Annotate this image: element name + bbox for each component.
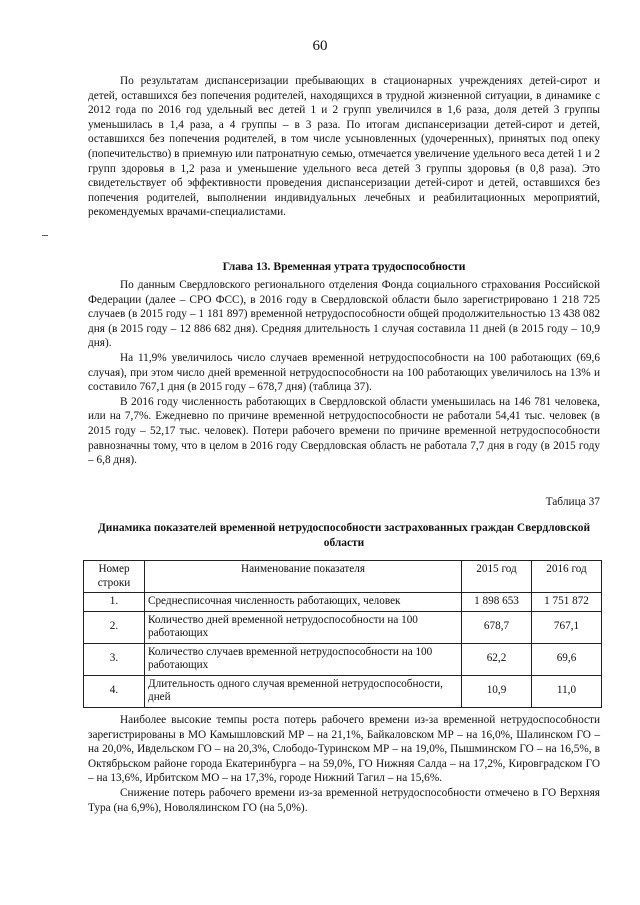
table-label: Таблица 37 bbox=[545, 496, 600, 508]
table-row bbox=[84, 675, 602, 707]
value-2016: 1 751 872 bbox=[532, 593, 602, 612]
header-2015: 2015 год bbox=[462, 561, 532, 593]
after-paragraph-2: Снижение потерь рабочего времени из-за временной нетрудоспособности отмечено в ГО Верхняя Тура (на 6,9%), Новолялинском ГО (на 5,0%). bbox=[88, 786, 600, 814]
header-indicator-name: Наименование показателя bbox=[145, 561, 462, 593]
table-row bbox=[84, 593, 602, 612]
row-number: 1. bbox=[84, 593, 145, 612]
indicator-name: Количество случаев временной нетрудоспособности на 100 работающих bbox=[145, 643, 462, 675]
header-2016: 2016 год bbox=[532, 561, 602, 593]
intro-paragraph: По результатам диспансеризации пребывающих в стационарных учреждениях детей-сирот и детей, оставшихся без попечения родителей, находящихся в трудной жизненной ситуации, в динамике с 2012 года по 2016 год удельный вес детей 1 и 2 групп увеличился в 1,6 раза, доля детей 3 группы уменьшилась в 1,4 раза, а 4 группы – в 3 раза. По итогам диспансеризации детей-сирот и детей, оставшихся без попечения родителей, в том числе усыновленных (удочеренных), принятых под опеку (попечительство) в приемную или патронатную семью, отмечается увеличение удельного веса детей 1 и 2 групп здоровья в 1,2 раза и уменьшение удельного веса детей 3 группы здоровья (в 0,8 раза). Это свидетельствует об эффективности проведения диспансеризации детей-сирот и детей, оставшихся без попечения родителей, выполнении индивидуальных лечебных и реабилитационных мероприятий, рекомендуемых врачами-специалистами. bbox=[88, 75, 600, 219]
after-table-section bbox=[88, 713, 600, 815]
value-2015: 10,9 bbox=[462, 675, 532, 707]
value-2015: 62,2 bbox=[462, 643, 532, 675]
chapter-body bbox=[88, 278, 600, 468]
chapter-paragraph-2: На 11,9% увеличилось число случаев временной нетрудоспособности на 100 работающих (69,6 случая), при этом число дней временной нетрудоспособности на 100 работающих увеличилось на 13% и составило 767,1 дня (в 2015 году – 678,7 дня) (таблица 37). bbox=[88, 351, 600, 394]
value-2015: 678,7 bbox=[462, 611, 532, 643]
table-header-row bbox=[84, 561, 602, 593]
value-2016: 11,0 bbox=[532, 675, 602, 707]
chapter-paragraph-1: По данным Свердловского регионального отделения Фонда социального страхования Российской Федерации (далее – СРО ФСС), в 2016 году в Свердловской области было зарегистрировано 1 218 725 случаев (в 2015 году – 1 181 897) временной нетрудоспособности общей продолжительностью 13 438 082 дня (в 2015 году – 12 886 682 дня). Средняя длительность 1 случая составила 11 дней (в 2015 году – 10,9 дня). bbox=[88, 279, 600, 350]
row-number: 4. bbox=[84, 675, 145, 707]
indicator-name: Среднесписочная численность работающих, человек bbox=[145, 593, 462, 612]
table-row bbox=[84, 643, 602, 675]
row-number: 3. bbox=[84, 643, 145, 675]
chapter-heading: Глава 13. Временная утрата трудоспособности bbox=[222, 260, 466, 273]
page-number: 60 bbox=[312, 38, 328, 54]
indicator-name: Длительность одного случая временной нетрудоспособности, дней bbox=[145, 675, 462, 707]
table-row bbox=[84, 611, 602, 643]
after-paragraph-1: Наиболее высокие темпы роста потерь рабочего времени из-за временной нетрудоспособности зарегистрированы в МО Камышловский МР – на 21,1%, Байкаловском МР – на 16,0%, Шалинском ГО – на 20,0%, Ивдельском ГО – на 20,3%, Слободо-Туринском МР – на 19,0%, Пышминском ГО – на 16,5%, в Октябрьском районе города Екатеринбурга – на 59,0%, ГО Нижняя Салда – на 17,2%, Кировградском ГО – на 13,6%, Ирбитском МО – на 17,3%, городе Нижний Тагил – на 15,6%. bbox=[88, 714, 600, 785]
chapter-paragraph-3: В 2016 году численность работающих в Свердловской области уменьшилась на 146 781 человека, или на 7,7%. Ежедневно по причине временной нетрудоспособности не работали 54,41 тыс. человек (в 2015 году – 52,17 тыс. человек). Потери рабочего времени по причине временной нетрудоспособности равнозначны тому, что в целом в 2016 году Свердловская область не работала 7,7 дня в году (в 2015 году – 6,8 дня). bbox=[88, 395, 600, 467]
table-title: Динамика показателей временной нетрудоспособности застрахованных граждан Свердловской области bbox=[97, 522, 591, 549]
intro-section bbox=[88, 74, 600, 220]
row-number: 2. bbox=[84, 611, 145, 643]
value-2016: 69,6 bbox=[532, 643, 602, 675]
value-2016: 767,1 bbox=[532, 611, 602, 643]
indicators-table bbox=[83, 560, 602, 708]
header-row-number: Номер строки bbox=[84, 561, 145, 593]
indicator-name: Количество дней временной нетрудоспособности на 100 работающих bbox=[145, 611, 462, 643]
value-2015: 1 898 653 bbox=[462, 593, 532, 612]
margin-mark bbox=[42, 235, 48, 236]
